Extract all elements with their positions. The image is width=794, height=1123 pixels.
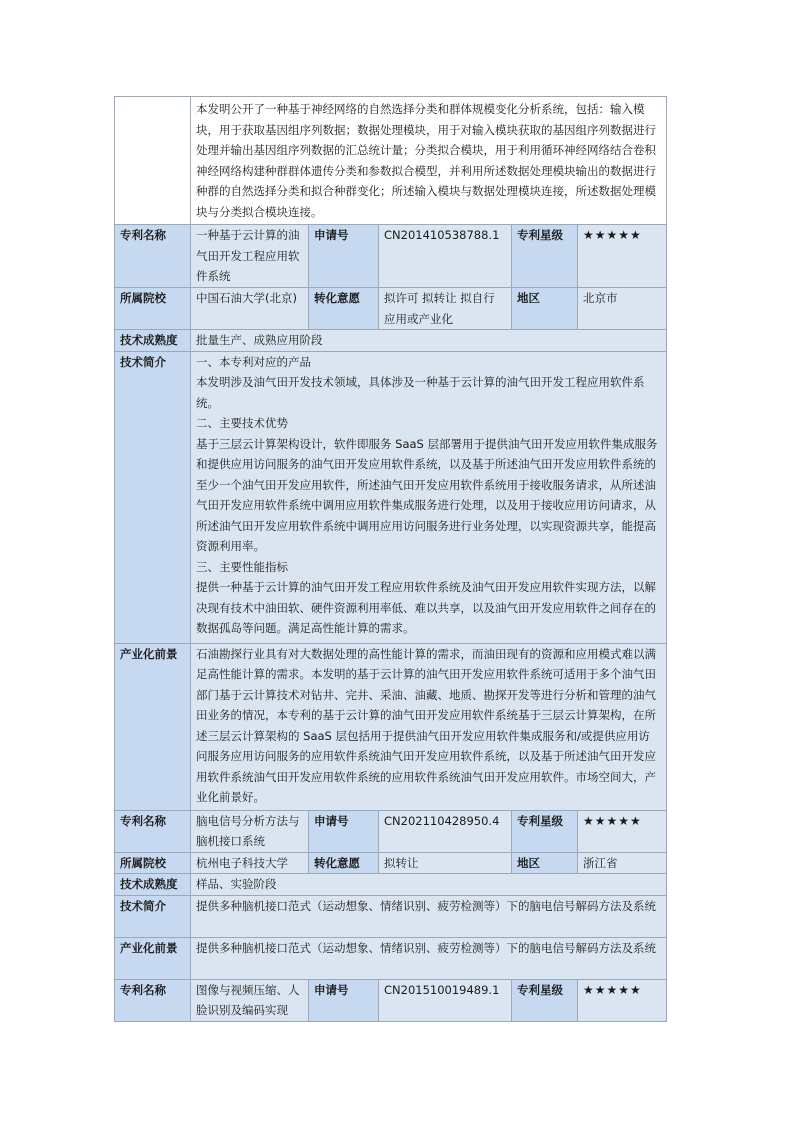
app-no-label: 申请号: [309, 810, 379, 852]
patent-name-value: 脑电信号分析方法与脑机接口系统: [191, 810, 309, 852]
institution-label: 所属院校: [115, 288, 191, 330]
transfer-label: 转化意愿: [309, 852, 379, 874]
maturity-value: 样品、实验阶段: [191, 874, 667, 896]
region-value: 浙江省: [578, 852, 667, 874]
star-rating: ★★★★★: [578, 979, 667, 1021]
patent-2-name-row: [115, 810, 667, 852]
star-rating: ★★★★★: [578, 810, 667, 852]
intro-abstract-row: [115, 97, 667, 225]
institution-label: 所属院校: [115, 852, 191, 874]
star-level-label: 专利星级: [512, 810, 578, 852]
prospect-value: 石油勘探行业具有对大数据处理的高性能计算的需求，而油田现有的资源和应用模式难以满足高性能计算的需求。本发明的基于云计算的油气田开发应用软件系统可适用于多个油气田部门基于云计算技术对钻井、完井、采油、油藏、地质、勘探开发等进行分析和管理的油气田业务的情况，本专利的基于云计算的油气田开发应用软件系统基于三层云计算架构，在所述三层云计算架构的 SaaS 层包括用于提供油气田开发应用软件集成服务和/或提供应用访问服务应用访问服务的应用软件系统油气田开发应用软件系统，以及基于所述油气田开发应用软件系统油气田开发应用软件系统的应用软件系统油气田开发应用软件。市场空间大，产业化前景好。: [191, 643, 667, 810]
patent-1-tech-intro-row: [115, 351, 667, 643]
star-rating: ★★★★★: [578, 225, 667, 288]
region-label: 地区: [512, 288, 578, 330]
region-label: 地区: [512, 852, 578, 874]
prospect-value: 提供多种脑机接口范式（运动想象、情绪识别、疲劳检测等）下的脑电信号解码方法及系统: [191, 937, 667, 979]
patent-2-maturity-row: [115, 874, 667, 896]
tech-intro-heading-1: 一、本专利对应的产品: [196, 354, 311, 369]
maturity-value: 批量生产、成熟应用阶段: [191, 330, 667, 352]
patent-2-prospect-row: [115, 937, 667, 979]
patent-3-name-row: [115, 979, 667, 1021]
patent-name-value: 图像与视频压缩、人脸识别及编码实现: [191, 979, 309, 1021]
patent-2-tech-intro-row: [115, 895, 667, 937]
patent-name-label: 专利名称: [115, 979, 191, 1021]
tech-intro-heading-3: 三、主要性能指标: [196, 559, 288, 574]
transfer-value: 拟转让: [379, 852, 512, 874]
tech-intro-label: 技术简介: [115, 895, 191, 937]
patent-1-name-row: [115, 225, 667, 288]
transfer-value: 拟许可 拟转让 拟自行应用或产业化: [379, 288, 512, 330]
app-no-value: CN201510019489.1: [379, 979, 512, 1021]
institution-value: 杭州电子科技大学: [191, 852, 309, 874]
tech-intro-paragraph-3: 提供一种基于云计算的油气田开发工程应用软件系统及油气田开发应用软件实现方法，以解决现有技术中油田软、硬件资源利用率低、难以共享，以及油气田开发应用软件之间存在的数据孤岛等问题。满足高性能计算的需求。: [196, 580, 656, 635]
patent-1-maturity-row: [115, 330, 667, 352]
patent-table-page: [114, 96, 666, 1022]
prospect-label: 产业化前景: [115, 643, 191, 810]
patent-table: [114, 96, 667, 1022]
intro-abstract: 本发明公开了一种基于神经网络的自然选择分类和群体规模变化分析系统，包括：输入模块，用于获取基因组序列数据；数据处理模块，用于对输入模块获取的基因组序列数据进行处理并输出基因组序列数据的汇总统计量；分类拟合模块，用于利用循环神经网络结合卷积神经网络构建种群群体遗传分类和参数拟合模型，并利用所述数据处理模块输出的数据进行种群的自然选择分类和拟合种群变化；所述输入模块与数据处理模块连接，所述数据处理模块与分类拟合模块连接。: [191, 97, 667, 225]
patent-2-institution-row: [115, 852, 667, 874]
patent-name-label: 专利名称: [115, 225, 191, 288]
transfer-label: 转化意愿: [309, 288, 379, 330]
star-level-label: 专利星级: [512, 979, 578, 1021]
tech-intro-heading-2: 二、主要技术优势: [196, 416, 288, 430]
patent-1-institution-row: [115, 288, 667, 330]
tech-intro-paragraph-2: 基于三层云计算架构设计，软件即服务 SaaS 层部署用于提供油气田开发应用软件集成服务和提供应用访问服务的油气田开发应用软件系统，以及基于所述油气田开发应用软件系统的至少一个油气田开发应用软件，所述油气田开发应用软件系统用于接收服务请求，从所述油气田开发应用软件系统中调用应用软件集成服务进行处理，以及用于接收应用访问请求，从所述油气田开发应用软件系统中调用应用访问服务进行业务处理，以实现资源共享，能提高资源利用率。: [196, 436, 658, 553]
patent-name-value: 一种基于云计算的油气田开发工程应用软件系统: [191, 225, 309, 288]
app-no-label: 申请号: [309, 225, 379, 288]
intro-label-cell: [115, 97, 191, 225]
patent-name-label: 专利名称: [115, 810, 191, 852]
prospect-label: 产业化前景: [115, 937, 191, 979]
app-no-label: 申请号: [309, 979, 379, 1021]
tech-intro-value: [191, 351, 667, 643]
app-no-value: CN201410538788.1: [379, 225, 512, 288]
patent-1-prospect-row: [115, 643, 667, 810]
region-value: 北京市: [578, 288, 667, 330]
tech-intro-paragraph-1: 本发明涉及油气田开发技术领域，具体涉及一种基于云计算的油气田开发工程应用软件系统。: [196, 375, 645, 410]
tech-intro-label: 技术简介: [115, 351, 191, 643]
maturity-label: 技术成熟度: [115, 330, 191, 352]
tech-intro-value: 提供多种脑机接口范式（运动想象、情绪识别、疲劳检测等）下的脑电信号解码方法及系统: [191, 895, 667, 937]
institution-value: 中国石油大学(北京): [191, 288, 309, 330]
star-level-label: 专利星级: [512, 225, 578, 288]
app-no-value: CN202110428950.4: [379, 810, 512, 852]
maturity-label: 技术成熟度: [115, 874, 191, 896]
